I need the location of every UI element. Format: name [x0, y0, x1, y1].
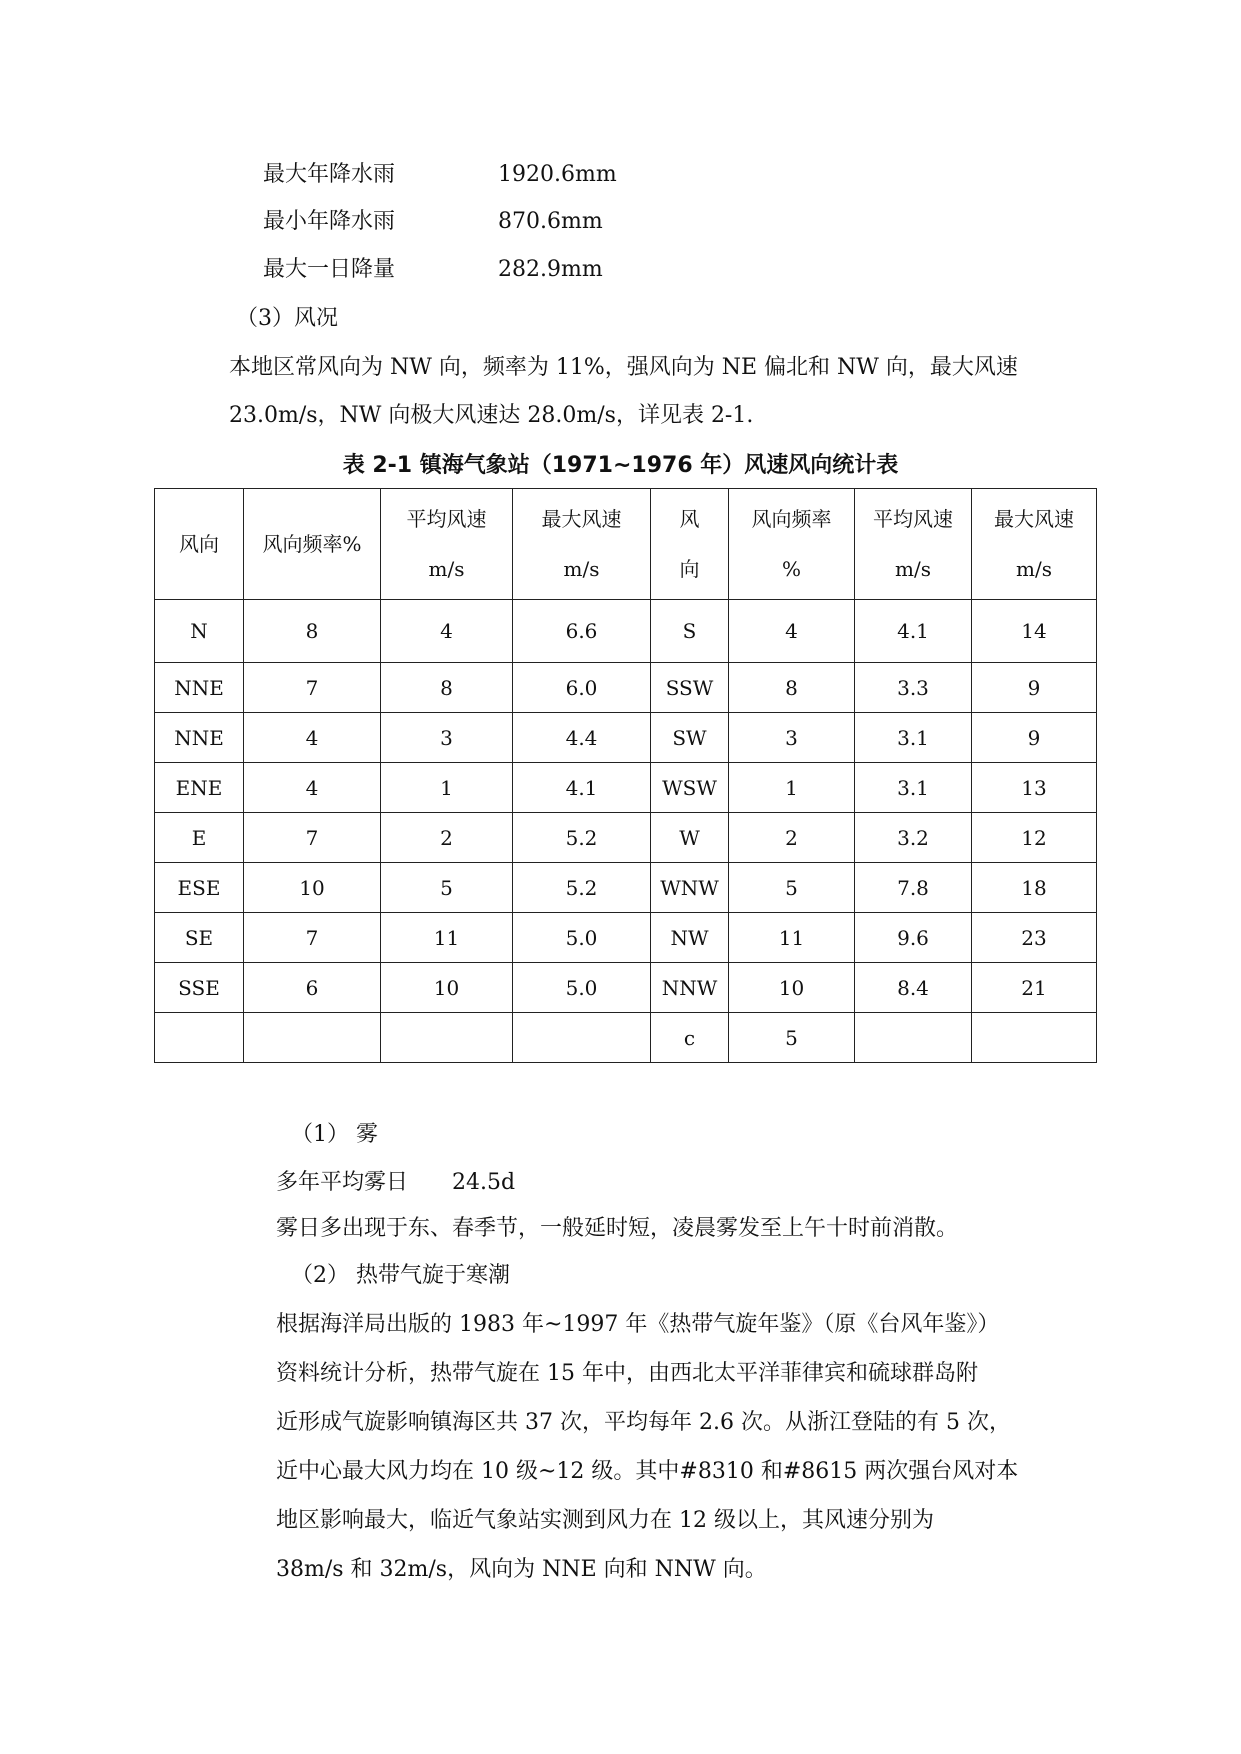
table-cell: 3.1: [855, 713, 972, 763]
header-frequency: 风向频率%: [244, 489, 381, 600]
table-cell: 8: [381, 663, 513, 713]
table-cell: 10: [244, 863, 381, 913]
table-cell: 10: [381, 963, 513, 1013]
table-cell: 6: [244, 963, 381, 1013]
wind-paragraph-line-2: 23.0m/s，NW 向极大风速达 28.0m/s，详见表 2-1.: [229, 403, 754, 428]
cyclone-line-3: 近形成气旋影响镇海区共 37 次，平均每年 2.6 次。从浙江登陆的有 5 次，: [276, 1410, 1011, 1435]
cyclone-line-5: 地区影响最大，临近气象站实测到风力在 12 级以上，其风速分别为: [276, 1508, 934, 1533]
table-cell: 3: [729, 713, 855, 763]
table-cell: 13: [972, 763, 1097, 813]
header-frequency-2: 风向频率 %: [729, 489, 855, 600]
table-cell: 6.6: [513, 600, 651, 663]
table-cell: NNW: [651, 963, 729, 1013]
table-cell: 11: [381, 913, 513, 963]
table-cell: SE: [155, 913, 244, 963]
table-cell: NNE: [155, 713, 244, 763]
table-cell: 5.2: [513, 813, 651, 863]
table-cell: 3.3: [855, 663, 972, 713]
table-cell: 7: [244, 813, 381, 863]
table-cell: NNE: [155, 663, 244, 713]
cyclone-line-6: 38m/s 和 32m/s，风向为 NNE 向和 NNW 向。: [276, 1557, 767, 1582]
table-cell: 21: [972, 963, 1097, 1013]
table-row: [155, 963, 1097, 1013]
table-cell: 2: [729, 813, 855, 863]
table-cell: WSW: [651, 763, 729, 813]
table-cell: 2: [381, 813, 513, 863]
table-cell: 9: [972, 663, 1097, 713]
table-cell: 4.1: [513, 763, 651, 813]
cyclone-line-4: 近中心最大风力均在 10 级~12 级。其中#8310 和#8615 两次强台风对本: [276, 1459, 1019, 1484]
table-row: [155, 863, 1097, 913]
table-row: [155, 713, 1097, 763]
rain-max-year-label: 最大年降水雨: [263, 162, 396, 187]
table-cell: 4: [381, 600, 513, 663]
header-avg-speed-2: 平均风速 m/s: [855, 489, 972, 600]
table-cell: [155, 1013, 244, 1063]
table-cell: 18: [972, 863, 1097, 913]
rain-min-year-value: 870.6mm: [498, 209, 603, 234]
table-cell: [855, 1013, 972, 1063]
wind-heading: （3）风况: [236, 306, 338, 331]
table-cell: WNW: [651, 863, 729, 913]
cyclone-heading: （2） 热带气旋于寒潮: [291, 1263, 510, 1288]
table-cell: 4.1: [855, 600, 972, 663]
table-header-row: [155, 489, 1097, 600]
table-cell: [513, 1013, 651, 1063]
table-cell: 5.2: [513, 863, 651, 913]
rain-max-day-label: 最大一日降量: [263, 257, 396, 282]
table-cell: 7.8: [855, 863, 972, 913]
table-row: [155, 1013, 1097, 1063]
wind-statistics-table: [154, 488, 1097, 1063]
table-row: [155, 763, 1097, 813]
table-cell: 23: [972, 913, 1097, 963]
table-cell: 7: [244, 913, 381, 963]
table-cell: 5.0: [513, 913, 651, 963]
table-cell: 4.4: [513, 713, 651, 763]
table-cell: SSE: [155, 963, 244, 1013]
table-cell: SSW: [651, 663, 729, 713]
rain-min-year-label: 最小年降水雨: [263, 209, 396, 234]
table-row: [155, 663, 1097, 713]
table-cell: 4: [729, 600, 855, 663]
table-cell: 9.6: [855, 913, 972, 963]
table-cell: 8: [244, 600, 381, 663]
table-cell: 9: [972, 713, 1097, 763]
rain-max-day-value: 282.9mm: [498, 257, 603, 282]
table-cell: 5.0: [513, 963, 651, 1013]
table-cell: 8.4: [855, 963, 972, 1013]
table-title: 表 2-1 镇海气象站（1971~1976 年）风速风向统计表: [342, 453, 899, 478]
header-max-speed-2: 最大风速 m/s: [972, 489, 1097, 600]
table-cell: [972, 1013, 1097, 1063]
fog-stat: 多年平均雾日 24.5d: [276, 1170, 516, 1195]
table-cell: 3.1: [855, 763, 972, 813]
table-row: [155, 813, 1097, 863]
table-cell: S: [651, 600, 729, 663]
table-cell: 11: [729, 913, 855, 963]
table-row: [155, 600, 1097, 663]
table-cell: 6.0: [513, 663, 651, 713]
table-cell: SW: [651, 713, 729, 763]
cyclone-line-2: 资料统计分析，热带气旋在 15 年中，由西北太平洋菲律宾和硫球群岛附: [276, 1361, 978, 1386]
table-cell: 4: [244, 713, 381, 763]
fog-paragraph: 雾日多出现于东、春季节，一般延时短，凌晨雾发至上午十时前消散。: [276, 1216, 959, 1241]
header-direction: 风向: [155, 489, 244, 600]
table-cell: E: [155, 813, 244, 863]
header-avg-speed: 平均风速 m/s: [381, 489, 513, 600]
table-row: [155, 913, 1097, 963]
table-cell: NW: [651, 913, 729, 963]
table-cell: N: [155, 600, 244, 663]
table-cell: 5: [729, 863, 855, 913]
table-cell: 5: [381, 863, 513, 913]
table-cell: 8: [729, 663, 855, 713]
wind-paragraph-line-1: 本地区常风向为 NW 向，频率为 11%，强风向为 NE 偏北和 NW 向，最大风速: [229, 355, 1018, 380]
cyclone-line-1: 根据海洋局出版的 1983 年~1997 年《热带气旋年鉴》（原《台风年鉴》）: [276, 1312, 1000, 1337]
table-cell: 7: [244, 663, 381, 713]
table-cell: [381, 1013, 513, 1063]
table-cell: 12: [972, 813, 1097, 863]
table-cell: W: [651, 813, 729, 863]
table-cell: 3: [381, 713, 513, 763]
table-cell: c: [651, 1013, 729, 1063]
table-cell: ENE: [155, 763, 244, 813]
table-cell: 10: [729, 963, 855, 1013]
fog-heading: （1） 雾: [291, 1122, 378, 1147]
table-cell: [244, 1013, 381, 1063]
table-cell: 4: [244, 763, 381, 813]
header-direction-2: 风 向: [651, 489, 729, 600]
header-max-speed: 最大风速 m/s: [513, 489, 651, 600]
rain-max-year-value: 1920.6mm: [498, 162, 617, 187]
table-cell: 14: [972, 600, 1097, 663]
table-cell: 5: [729, 1013, 855, 1063]
table-cell: 1: [381, 763, 513, 813]
table-cell: ESE: [155, 863, 244, 913]
table-cell: 3.2: [855, 813, 972, 863]
table-cell: 1: [729, 763, 855, 813]
